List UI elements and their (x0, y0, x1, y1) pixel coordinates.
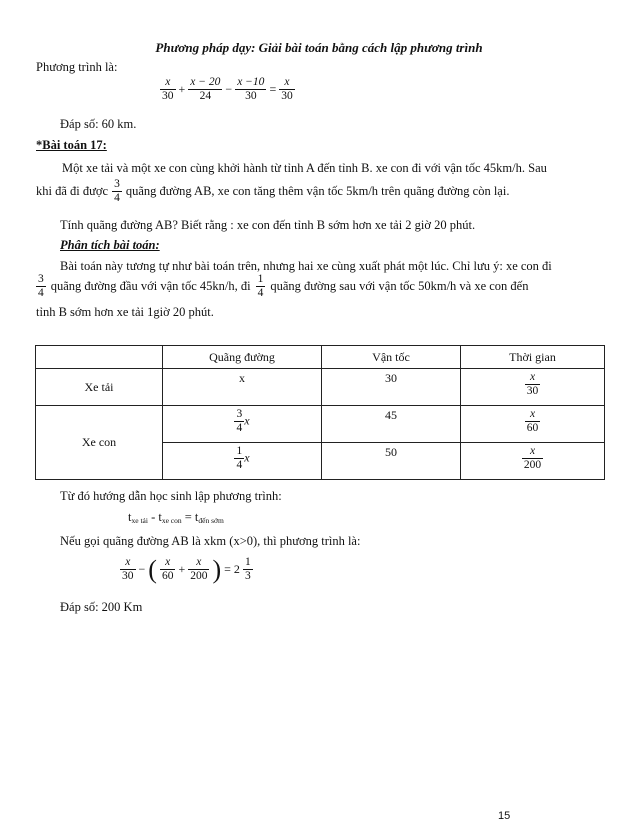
numerator: x (165, 556, 171, 568)
operator: − (138, 562, 146, 576)
numerator: 3 (38, 273, 44, 285)
fraction (188, 76, 222, 103)
table-cell (163, 443, 322, 480)
fraction (36, 273, 46, 300)
numerator: x (284, 76, 290, 88)
denominator: 4 (236, 422, 243, 434)
table-cell (461, 443, 605, 480)
denominator: 30 (122, 570, 134, 582)
numerator: x −10 (237, 76, 265, 88)
fraction (234, 408, 244, 435)
denominator: 4 (38, 287, 44, 299)
fraction (112, 178, 122, 205)
fraction (525, 408, 541, 435)
problem-line-2 (36, 178, 509, 205)
fraction (279, 76, 295, 103)
analysis-line-3: tỉnh B sớm hơn xe tải 1giờ 20 phút. (36, 305, 214, 319)
analysis-text: quãng đường đầu với vận tốc 45kn/h, đi (50, 279, 251, 293)
numerator: x (165, 76, 171, 88)
numerator: 3 (114, 178, 120, 190)
denominator: 24 (188, 89, 222, 103)
denominator: 60 (526, 422, 539, 434)
page-title: Phương pháp dạy: Giải bài toán bằng cách lập phương trình (155, 40, 483, 55)
numerator: 1 (257, 273, 264, 285)
relation-part: = t (181, 510, 199, 524)
table-row (36, 406, 605, 443)
row-label: Xe tải (36, 369, 163, 406)
fraction (235, 76, 266, 103)
table-header-row (36, 346, 605, 369)
equation-intro: Phương trình là: (36, 60, 118, 74)
variable: x (244, 413, 250, 428)
fraction (256, 273, 266, 300)
denominator: 30 (162, 90, 174, 102)
right-paren-icon: ) (212, 554, 222, 584)
equation-2 (120, 556, 253, 583)
denominator: 200 (190, 570, 208, 582)
denominator: 30 (281, 90, 293, 102)
table-cell: 30 (322, 369, 461, 406)
fraction (234, 445, 244, 472)
fraction (525, 371, 541, 398)
analysis-line-2 (36, 273, 528, 300)
operator: + (178, 82, 186, 96)
fraction (160, 556, 176, 583)
numerator: x (529, 371, 536, 383)
fraction (120, 556, 136, 583)
table-row (36, 369, 605, 406)
relation-part: - t (147, 510, 162, 524)
problem-text: khi đã đi được (36, 184, 109, 198)
page-number: 15 (498, 810, 511, 822)
header-cell: Quãng đường (163, 346, 322, 369)
numerator: x − 20 (190, 76, 221, 88)
problem-text: quãng đường AB, xe con tăng thêm vận tốc 5km/h trên quãng đường còn lại. (125, 184, 510, 198)
numerator: 3 (236, 408, 243, 420)
fraction (160, 76, 176, 103)
analysis-text: quãng đường sau với vận tốc 50km/h và xe con đến (270, 279, 529, 293)
subscript: xe con (161, 516, 182, 525)
numerator: 1 (236, 445, 243, 457)
analysis-title: Phân tích bài toán: (60, 238, 160, 252)
denominator: 4 (236, 459, 243, 471)
fraction (188, 556, 209, 583)
fraction (243, 556, 253, 583)
numerator: 1 (244, 556, 251, 568)
operator: + (178, 562, 186, 576)
operator: = 2 (224, 562, 240, 576)
numerator: x (529, 445, 536, 457)
subscript: đến sớm (198, 516, 224, 525)
header-cell: Vận tốc (322, 346, 461, 369)
answer-2: Đáp số: 200 Km (60, 600, 143, 614)
table-cell: 45 (322, 406, 461, 443)
variable: x (244, 450, 250, 465)
analysis-line-1: Bài toán này tương tự như bài toán trên, nhưng hai xe cùng xuất phát một lúc. Chỉ lưu ý: xe con đi (60, 259, 552, 273)
relation-formula (128, 510, 224, 525)
table-cell: 50 (322, 443, 461, 480)
data-table (35, 345, 605, 480)
answer-1: Đáp số: 60 km. (60, 117, 137, 131)
problem-line-1: Một xe tải và một xe con cùng khởi hành từ tỉnh A đến tỉnh B. xe con đi với vận tốc 45km/h. Sau (62, 161, 547, 175)
denominator: 200 (523, 459, 542, 471)
header-cell: Thời gian (461, 346, 605, 369)
subscript: xe tải (131, 516, 148, 525)
row-label: Xe con (36, 406, 163, 480)
table-cell (461, 369, 605, 406)
relation-part: t (128, 510, 132, 524)
denominator: 4 (257, 287, 264, 299)
left-paren-icon: ( (148, 554, 157, 584)
table-cell (163, 406, 322, 443)
problem-title-text: *Bài toán 17: (36, 138, 107, 152)
denominator: 30 (235, 89, 266, 103)
guide-text: Từ đó hướng dẫn học sinh lập phương trình: (60, 489, 282, 503)
operator: − (225, 82, 233, 96)
numerator: x (196, 556, 202, 568)
problem-line-3: Tính quãng đường AB? Biết rằng : xe con đến tỉnh B sớm hơn xe tải 2 giờ 20 phút. (60, 218, 476, 232)
denominator: 4 (114, 192, 120, 204)
numerator: x (529, 408, 536, 420)
numerator: x (125, 556, 131, 568)
denominator: 3 (244, 570, 251, 582)
equation-1 (160, 76, 295, 103)
equation-2-intro: Nếu gọi quãng đường AB là xkm (x>0), thì phương trình là: (60, 534, 361, 548)
denominator: 60 (161, 570, 174, 582)
table-cell (461, 406, 605, 443)
header-cell (36, 346, 163, 369)
fraction (522, 445, 543, 472)
problem-title (36, 138, 107, 153)
denominator: 30 (526, 385, 539, 397)
operator: = (269, 82, 277, 96)
table-cell: x (163, 369, 322, 406)
